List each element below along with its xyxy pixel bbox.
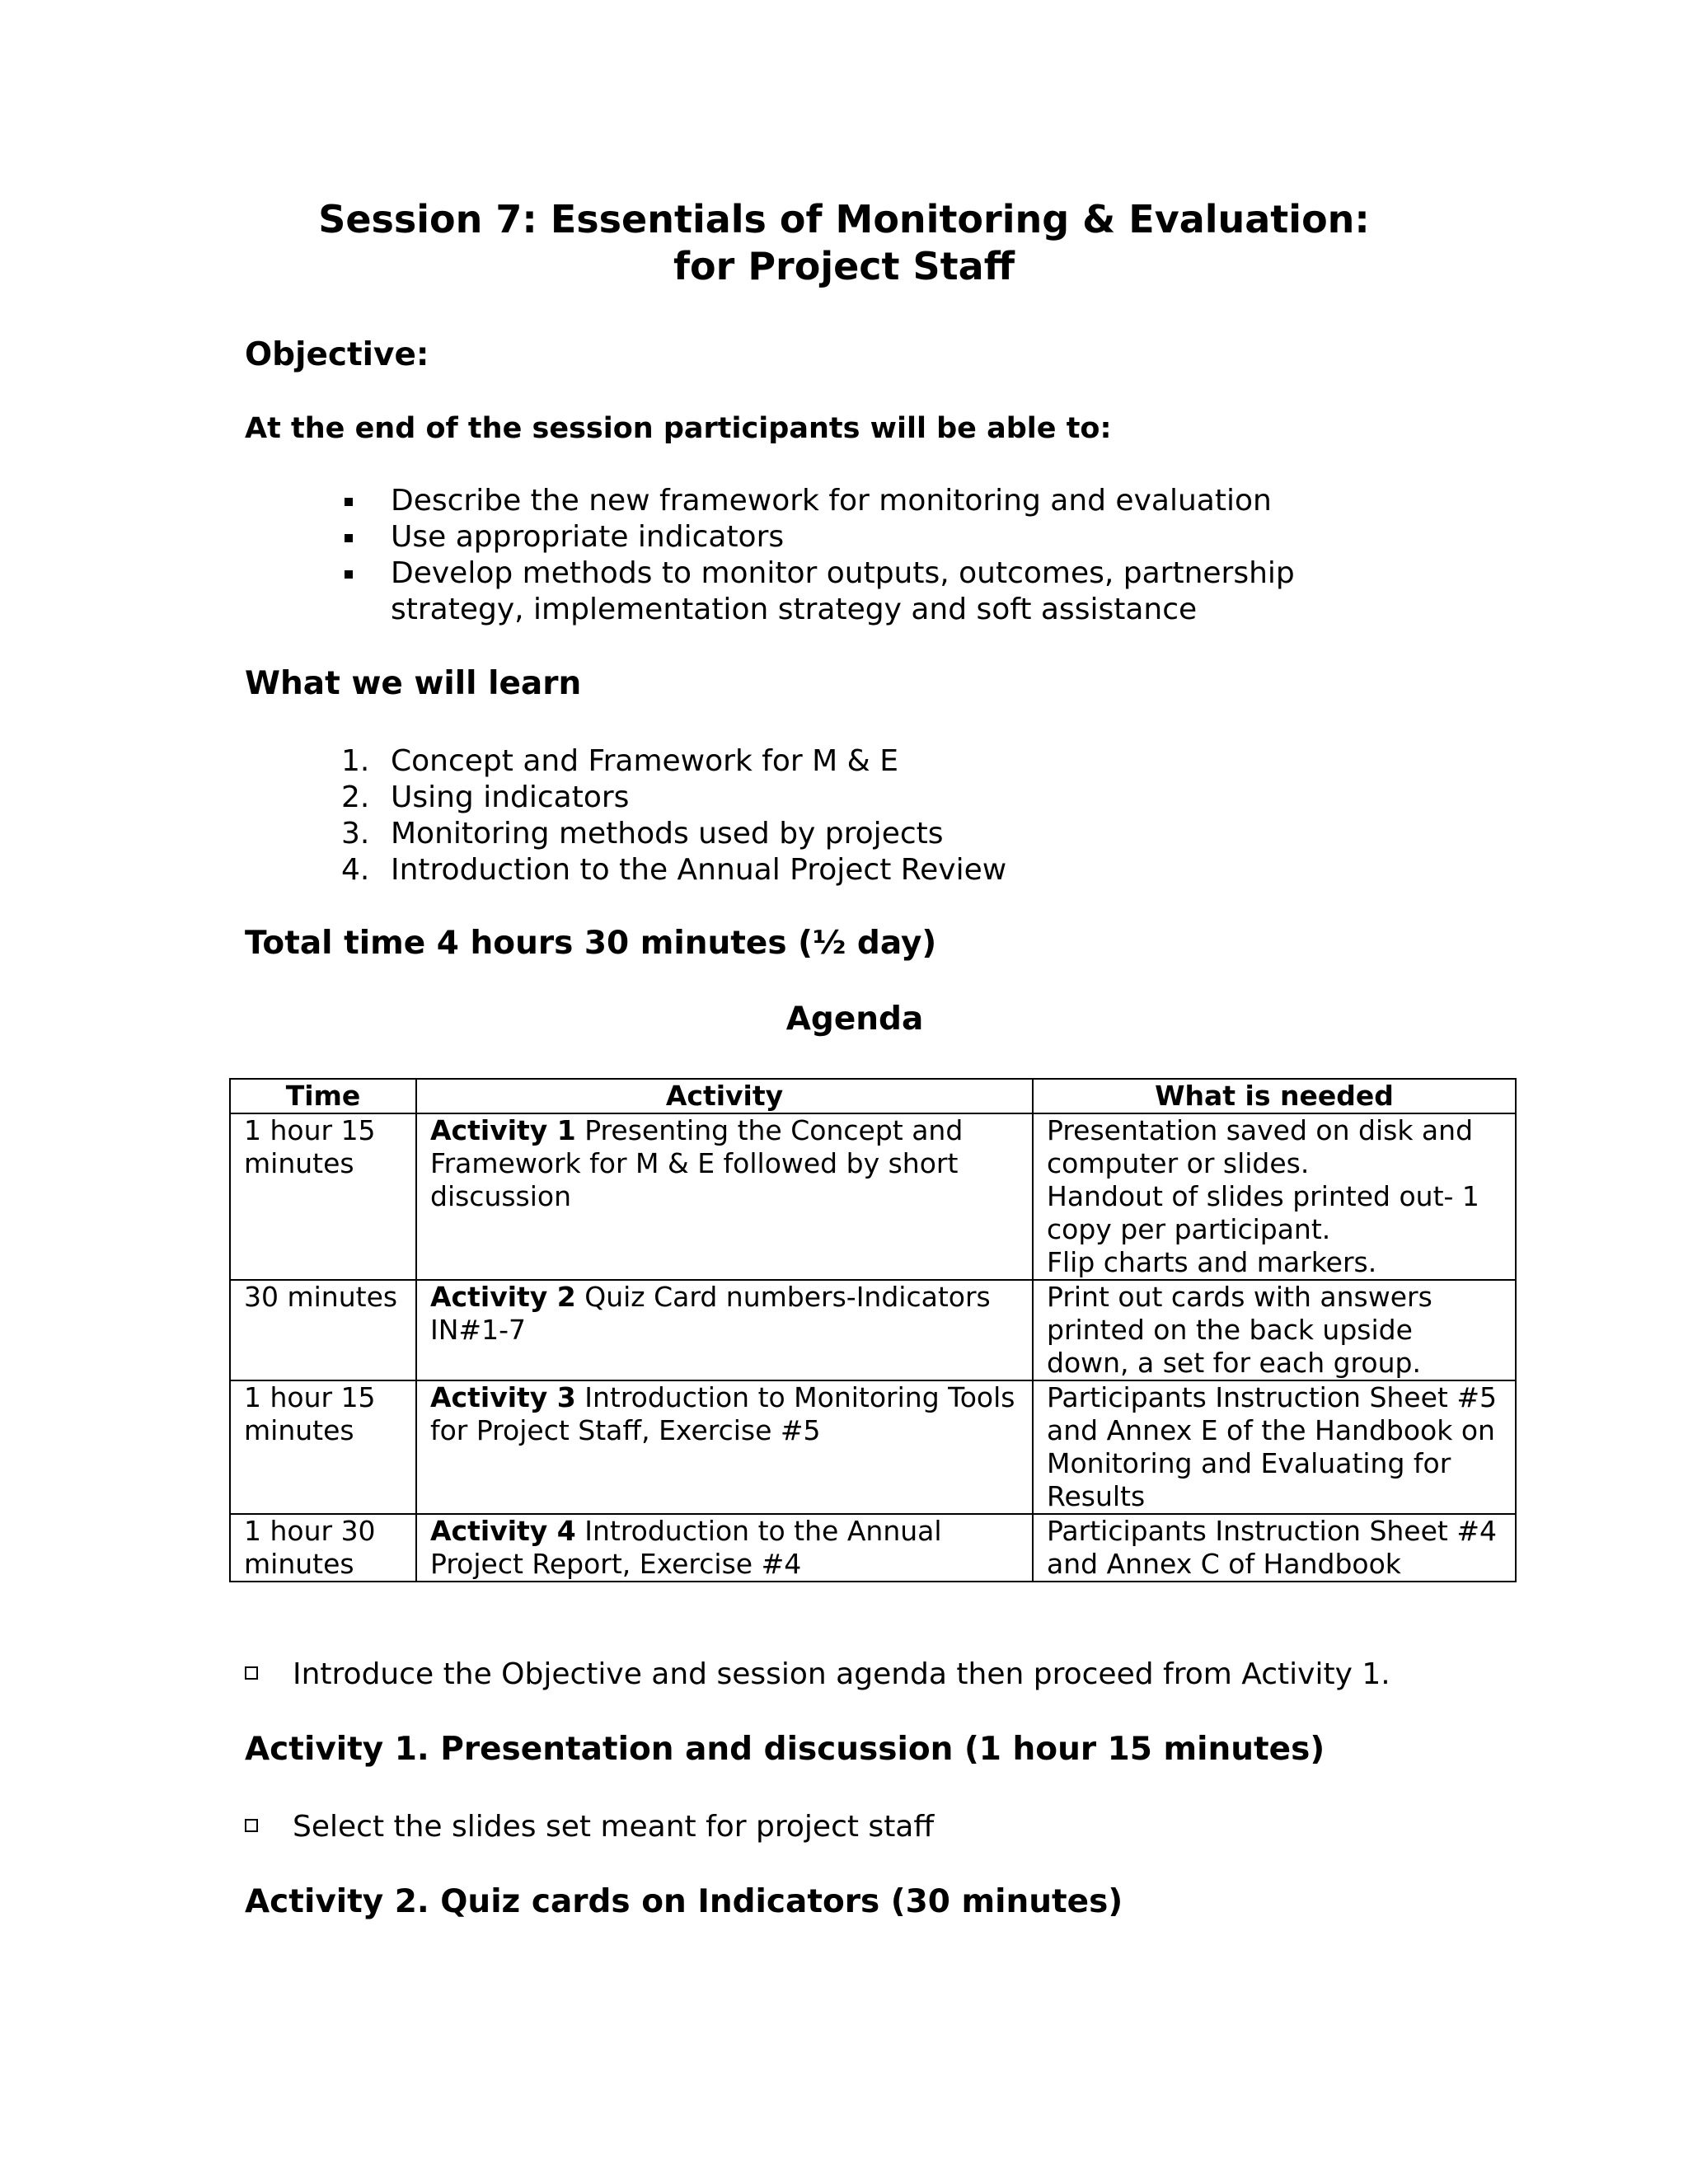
- learn-item: 3. Monitoring methods used by projects: [341, 817, 944, 851]
- table-row: [230, 1113, 1516, 1280]
- agenda-needed-cell: Print out cards with answers printed on the back upside down, a set for each group.: [1033, 1280, 1516, 1380]
- agenda-activity-cell: Activity 2 Quiz Card numbers-Indicators IN#1-7: [416, 1280, 1033, 1380]
- objective-intro: At the end of the session participants will be able to:: [245, 412, 1112, 445]
- objective-item: Develop methods to monitor outputs, outcomes, partnership strategy, implementation strategy and soft assistance: [338, 555, 1297, 628]
- learn-heading: What we will learn: [245, 665, 582, 702]
- table-row: [230, 1514, 1516, 1582]
- table-row: [230, 1280, 1516, 1380]
- activity-1-heading: Activity 1. Presentation and discussion (1 hour 15 minutes): [245, 1731, 1325, 1768]
- agenda-needed-cell: Presentation saved on disk and computer or slides. Handout of slides printed out- 1 copy per participant. Flip charts and markers.: [1033, 1113, 1516, 1280]
- agenda-time-cell: 1 hour 15 minutes: [230, 1380, 416, 1514]
- agenda-time-cell: 1 hour 30 minutes: [230, 1514, 416, 1582]
- activity-2-heading: Activity 2. Quiz cards on Indicators (30 minutes): [245, 1883, 1123, 1920]
- learn-item: 2. Using indicators: [341, 780, 630, 814]
- title-line-1: Session 7: Essentials of Monitoring & Evaluation:: [318, 197, 1370, 241]
- agenda-activity-cell: Activity 1 Presenting the Concept and Framework for M & E followed by short discussion: [416, 1113, 1033, 1280]
- table-row: [230, 1380, 1516, 1514]
- agenda-time-cell: 1 hour 15 minutes: [230, 1113, 416, 1280]
- learn-list: [338, 743, 1006, 888]
- agenda-time-cell: 30 minutes: [230, 1280, 416, 1380]
- page-title: [0, 196, 1688, 290]
- objective-item: Describe the new framework for monitoring and evaluation: [338, 483, 1380, 519]
- agenda-table: [229, 1078, 1517, 1582]
- checkbox-bullet-icon: [245, 1819, 258, 1832]
- title-line-2: for Project Staff: [673, 244, 1015, 288]
- agenda-title: Agenda: [785, 1001, 924, 1038]
- agenda-activity-cell: Activity 4 Introduction to the Annual Project Report, Exercise #4: [416, 1514, 1033, 1582]
- agenda-activity-cell: Activity 3 Introduction to Monitoring Tools for Project Staff, Exercise #5: [416, 1380, 1033, 1514]
- objective-list: [338, 483, 1380, 628]
- intro-step: Introduce the Objective and session agenda then proceed from Activity 1.: [245, 1657, 1390, 1693]
- learn-item: 1. Concept and Framework for M & E: [341, 744, 898, 778]
- checkbox-bullet-icon: [245, 1666, 258, 1680]
- activity-1-step: Select the slides set meant for project staff: [245, 1809, 934, 1845]
- agenda-header-row: [230, 1079, 1516, 1113]
- agenda-header-needed: What is needed: [1033, 1079, 1516, 1113]
- agenda-needed-cell: Participants Instruction Sheet #5 and Annex E of the Handbook on Monitoring and Evaluating for Results: [1033, 1380, 1516, 1514]
- square-bullet-icon: [345, 498, 353, 506]
- square-bullet-icon: [345, 534, 353, 542]
- square-bullet-icon: [345, 570, 353, 579]
- objective-heading: Objective:: [245, 336, 429, 373]
- learn-item: 4. Introduction to the Annual Project Review: [341, 853, 1007, 887]
- agenda-needed-cell: Participants Instruction Sheet #4 and Annex C of Handbook: [1033, 1514, 1516, 1582]
- objective-item: Use appropriate indicators: [338, 519, 1380, 555]
- agenda-header-time: Time: [230, 1079, 416, 1113]
- total-time-heading: Total time 4 hours 30 minutes (½ day): [245, 925, 937, 962]
- agenda-header-activity: Activity: [416, 1079, 1033, 1113]
